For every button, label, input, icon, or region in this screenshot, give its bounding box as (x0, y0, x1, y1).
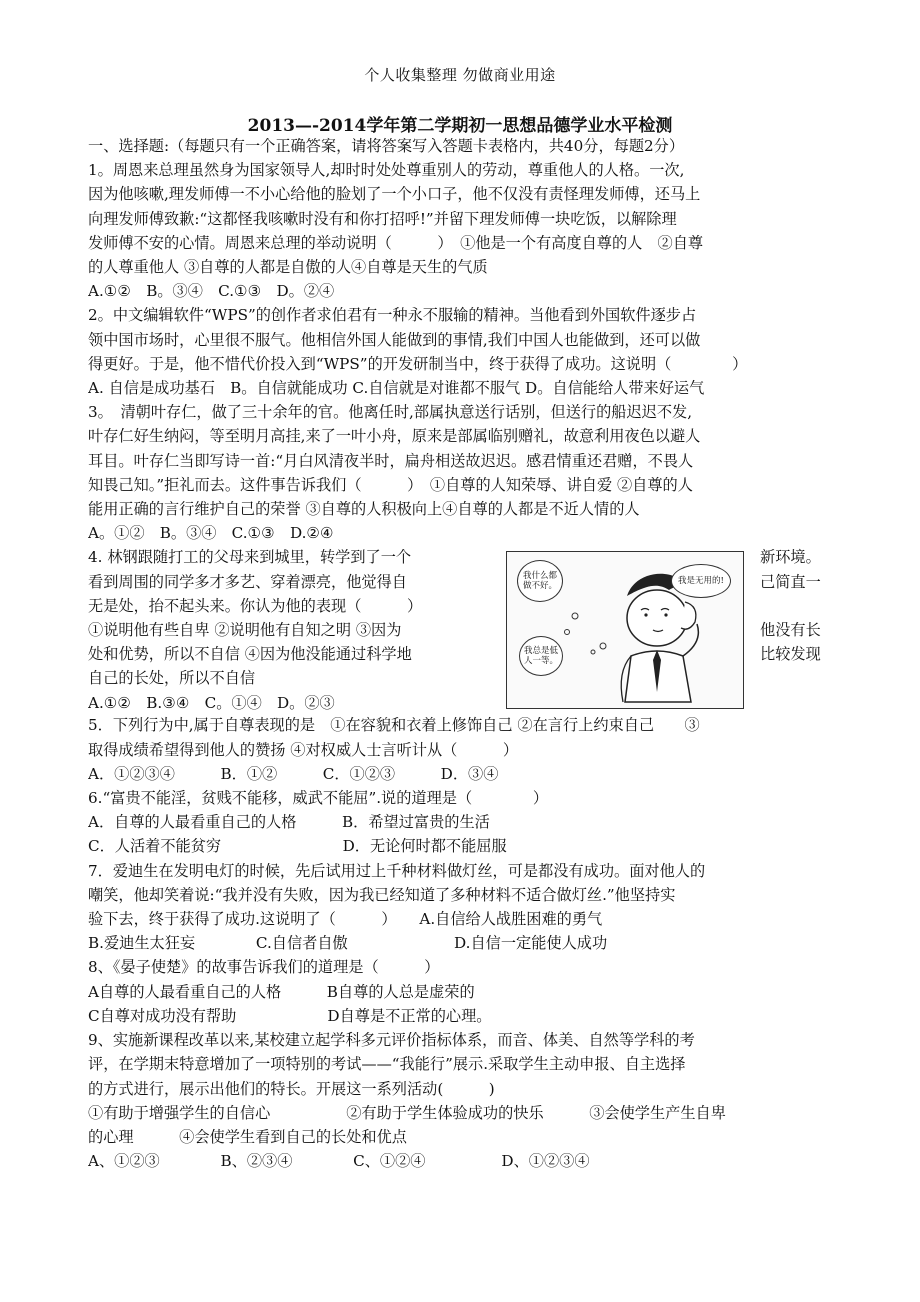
question-line: 取得成绩希望得到他人的赞扬 ④对权威人士言听计从（ ） (88, 740, 519, 759)
question-line: 7．爱迪生在发明电灯的时候，先后试用过上千种材料做灯丝，可是都没有成功。面对他人的 (88, 861, 706, 880)
question-line: 嘲笑，他却笑着说:“我并没有失败，因为我已经知道了多种材料不适合做灯丝.”他坚持实 (88, 885, 676, 904)
section-heading: 一、选择题:（每题只有一个正确答案，请将答案写入答题卡表格内，共40分，每题2分） (88, 137, 685, 155)
question-line: 看到周围的同学多才多艺、穿着漂亮，他觉得自 (88, 572, 407, 591)
question-1 (88, 158, 844, 303)
question-line: 向理发师傅致歉:“这都怪我咳嗽时没有和你打招呼!”并留下理发师傅一块吃饭，以解除理 (88, 209, 677, 228)
exam-title: 2013—-2014学年第二学期初一思想品德学业水平检测 (247, 116, 673, 136)
thought-bubble-1: 我什么都做不好。 (517, 560, 563, 602)
question-9 (88, 1028, 844, 1173)
answer-options: A、①②③ B、②③④ C、①②④ D、①②③④ (88, 1152, 590, 1171)
question-line: 的方式进行，展示出他们的特长。开展这一系列活动( ) (88, 1079, 495, 1098)
question-6 (88, 786, 844, 859)
thought-bubble-3: 我总是低人一等。 (519, 636, 563, 676)
answer-options: A自尊的人最看重自己的人格 B自尊的人总是虚荣的 (88, 982, 475, 1001)
exam-content (88, 134, 844, 1173)
question-5 (88, 713, 844, 786)
question-line: 1。周恩来总理虽然身为国家领导人,却时时处处尊重别人的劳动，尊重他人的人格。一次, (88, 161, 685, 180)
answer-options: A．①②③④ B．①② C．①②③ D．③④ (88, 764, 499, 783)
question-line: 4. 林钢跟随打工的父母来到城里，转学到了一个 (88, 548, 412, 567)
question-line: 自己的长处，所以不自信 (88, 669, 256, 688)
answer-options: C自尊对成功没有帮助 D自尊是不正常的心理。 (88, 1006, 492, 1025)
answer-options: A.①② B.③④ C。①④ D。②③ (88, 693, 335, 712)
question-line: 耳目。叶存仁当即写诗一首:“月白风清夜半时，扁舟相送故迟迟。感君情重还君赠，不畏人 (88, 451, 694, 470)
answer-options: C．人活着不能贫穷 D．无论何时都不能屈服 (88, 837, 507, 856)
question-line: 8、《晏子使楚》的故事告诉我们的道理是（ ） (88, 958, 440, 977)
question-line: 他没有长 (760, 621, 821, 640)
page-header: 个人收集整理 勿做商业用途 (364, 66, 556, 84)
question-2 (88, 303, 844, 400)
question-4-left-text (88, 545, 498, 714)
question-line: ①有助于增强学生的自信心 ②有助于学生体验成功的快乐 ③会使学生产生自卑 (88, 1103, 726, 1122)
question-line: 5．下列行为中,属于自尊表现的是 ①在容貌和衣着上修饰自己 ②在言行上约束自己 ③ (88, 716, 700, 735)
answer-options: A. 自信是成功基石 B。自信就能成功 C.自信就是对谁都不服气 D。自信能给人带来好运气 (88, 379, 705, 398)
cartoon-illustration (506, 551, 744, 709)
question-8 (88, 955, 844, 1028)
question-line: 己简直一 (760, 572, 821, 591)
question-line: 无是处，抬不起头来。你认为他的表现（ ） (88, 596, 423, 615)
question-7 (88, 859, 844, 956)
question-line: 3。 清朝叶存仁，做了三十余年的官。他离任时,部属执意送行话别，但送行的船迟迟不发, (88, 403, 693, 422)
answer-options: B.爱迪生太狂妄 C.自信者自傲 D.自信一定能使人成功 (88, 934, 608, 953)
question-line: 6.“富贵不能淫，贫贱不能移，威武不能屈”.说的道理是（ ） (88, 789, 549, 808)
question-line: 2。中文编辑软件“WPS”的创作者求伯君有一种永不服输的精神。当他看到外国软件逐步占 (88, 306, 697, 325)
question-line: 知畏己知。”拒礼而去。这件事告诉我们（ ） ①自尊的人知荣辱、讲自爱 ②自尊的人 (88, 475, 693, 494)
answer-options: A.①② B。③④ C.①③ D。②④ (88, 282, 335, 301)
question-line: 发师傅不安的心情。周恩来总理的举动说明（ ） ①他是一个有高度自尊的人 ②自尊 (88, 233, 704, 252)
question-line: 的心理 ④会使学生看到自己的长处和优点 (88, 1127, 407, 1146)
question-4-right-text (760, 545, 850, 666)
answer-options: A．自尊的人最看重自己的人格 B．希望过富贵的生活 (88, 813, 490, 832)
question-line: 叶存仁好生纳闷，等至明月高挂,来了一叶小舟，原来是部属临别赠礼，故意利用夜色以避人 (88, 427, 701, 446)
question-line: 新环境。 (760, 548, 821, 567)
question-line: 9、实施新课程改革以来,某校建立起学科多元评价指标体系，而音、体美、自然等学科的考 (88, 1031, 695, 1050)
question-line: ①说明他有些自卑 ②说明他有自知之明 ③因为 (88, 621, 402, 640)
thought-bubble-2: 我是无用的! (671, 564, 731, 598)
answer-options: A。①② B。③④ C.①③ D.②④ (88, 524, 334, 543)
question-line: 因为他咳嗽,理发师傅一不小心给他的脸划了一个小口子，他不仅没有责怪理发师傅，还马上 (88, 185, 701, 204)
question-line: 的人尊重他人 ③自尊的人都是自傲的人④自尊是天生的气质 (88, 258, 488, 277)
question-3 (88, 400, 844, 545)
question-line: 处和优势，所以不自信 ④因为他没能通过科学地 (88, 645, 412, 664)
question-4 (88, 545, 844, 713)
question-line (760, 594, 850, 618)
question-line: 得更好。于是，他不惜代价投入到“WPS”的开发研制当中，终于获得了成功。这说明（ ） (88, 354, 748, 373)
question-line: 评，在学期末特意增加了一项特别的考试——“我能行”展示.采取学生主动申报、自主选择 (88, 1055, 686, 1074)
question-line: 能用正确的言行维护自己的荣誉 ③自尊的人积极向上④自尊的人都是不近人情的人 (88, 500, 640, 519)
question-line: 领中国市场时，心里很不服气。他相信外国人能做到的事情,我们中国人也能做到，还可以做 (88, 330, 701, 349)
question-line: 比较发现 (760, 645, 821, 664)
question-line: 验下去，终于获得了成功.这说明了（ ） A.自信给人战胜困难的勇气 (88, 910, 603, 929)
